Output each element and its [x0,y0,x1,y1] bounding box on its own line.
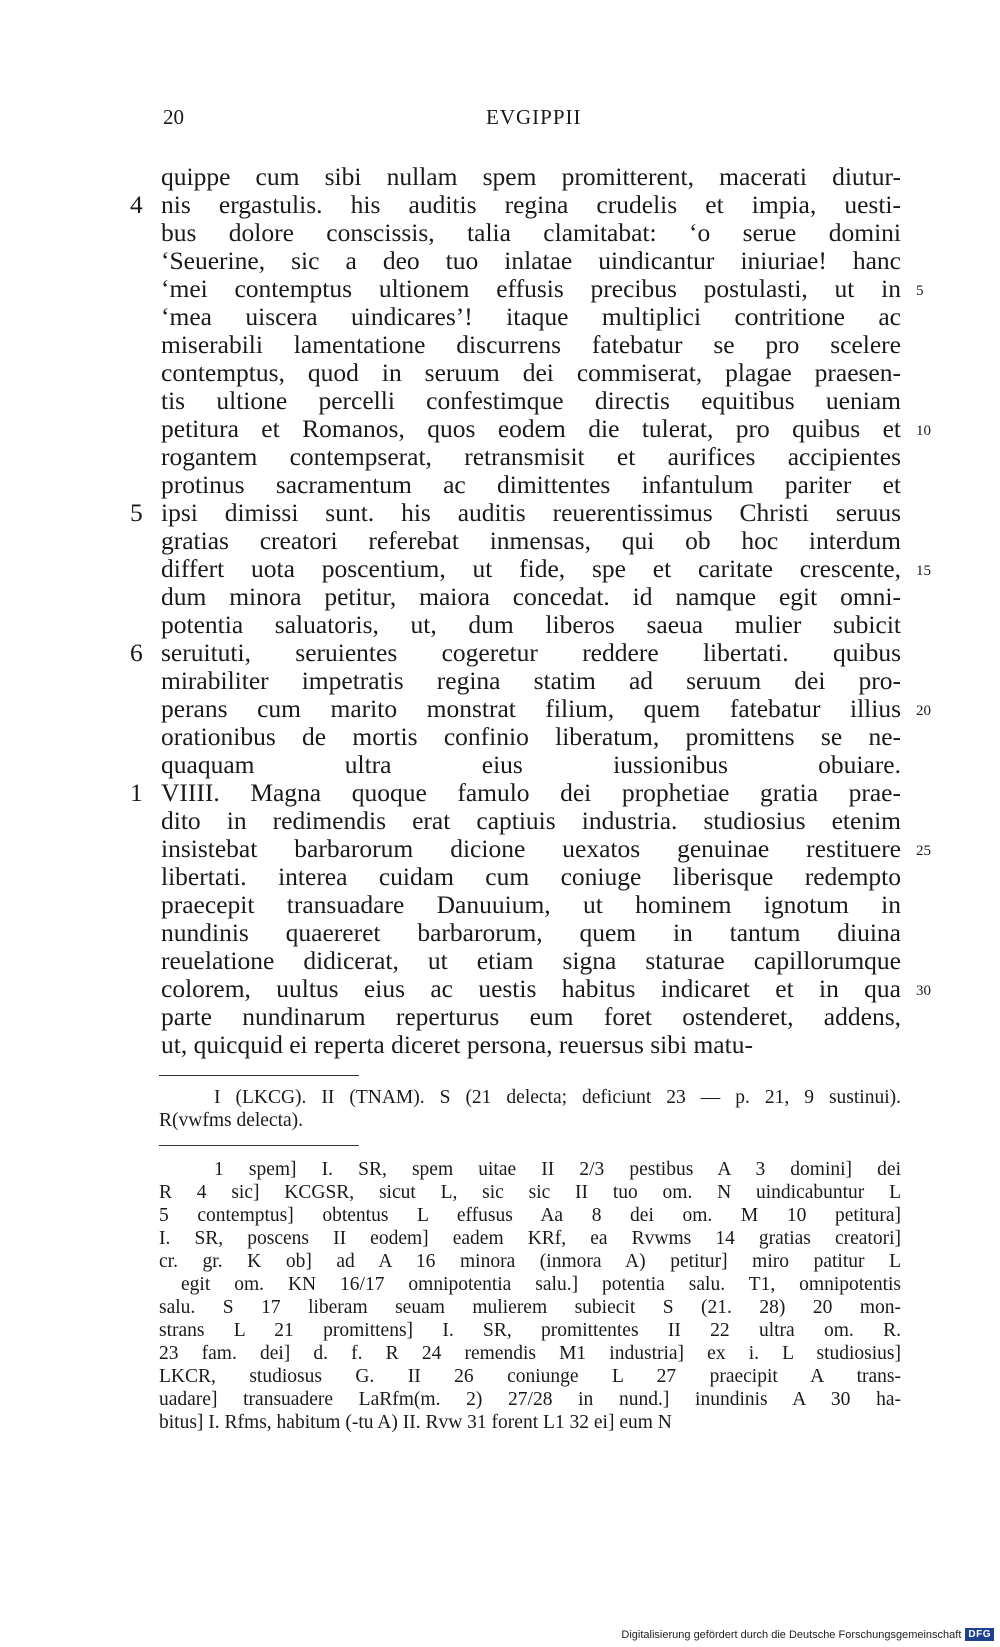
line-text: colorem, uultus eius ac uestis habitus indicaret et in qua [161,974,901,1003]
line-text: ‘mei contemptus ultionem effusis precibus postulasti, ut in [161,274,901,303]
text-line [161,583,901,611]
footnote-rule-top [159,1075,359,1076]
line-text: reuelatione didicerat, ut etiam signa staturae capillorumque [161,946,901,975]
critical-apparatus [159,1158,901,1434]
manuscript-sigla-note [159,1086,901,1132]
apparatus-line: I. SR, poscens II eodem] eadem KRf, ea Rvwms 14 gratias creatori] [159,1228,901,1249]
line-number: 20 [916,703,931,719]
line-text: dito in redimendis erat captiuis industria. studiosius etenim [161,806,901,835]
text-line [130,638,901,667]
line-text: perans cum marito monstrat filium, quem fatebatur illius [161,694,901,723]
footer-credit: Digitalisierung gefördert durch die Deutsche Forschungsgemeinschaft [621,1628,962,1641]
text-line [161,303,901,331]
line-text: praecepit transuadare Danuuium, ut hominem ignotum in [161,890,901,919]
line-text: quippe cum sibi nullam spem promitterent, macerati diutur- [161,162,901,191]
text-line [161,1003,901,1031]
apparatus-line: salu. S 17 liberam seuam mulierem subiecit S (21. 28) 20 mon- [159,1297,901,1318]
text-line [161,667,901,695]
apparatus-line: LKCR, studiosus G. II 26 coniunge L 27 praecipit A trans- [159,1366,901,1387]
dfg-logo: DFG [965,1628,994,1641]
text-line [161,471,901,499]
line-number: 15 [916,563,931,579]
manuscript-line: I (LKCG). II (TNAM). S (21 delecta; deficiunt 23 — p. 21, 9 sustinui). [214,1087,901,1108]
line-text: bus dolore conscissis, talia clamitabat: ‘o serue domini [161,218,901,247]
section-number: 5 [130,498,143,527]
line-text: ut, quicquid ei reperta diceret persona, reuersus sibi matu- [161,1030,753,1059]
line-text: quaquam ultra eius iussionibus obuiare. [161,750,901,779]
line-text: petitura et Romanos, quos eodem die tulerat, pro quibus et [161,414,901,443]
text-line [130,190,901,219]
line-number: 25 [916,843,931,859]
line-text: insistebat barbarorum dicione uexatos genuinae restituere [161,834,901,863]
section-number: 6 [130,638,143,667]
text-line [161,359,901,387]
line-text: gratias creatori referebat inmensas, qui ob hoc interdum [161,526,901,555]
text-line [161,611,901,639]
text-line [161,554,931,583]
text-line [161,974,931,1003]
line-text: nis ergastulis. his auditis regina crudelis et impia, uesti- [161,190,901,219]
line-text: nundinis quaereret barbarorum, quem in tantum diuina [161,918,901,947]
line-text: mirabiliter impetratis regina statim ad seruum dei pro- [161,666,901,695]
text-line [130,498,901,527]
section-number: 4 [130,190,143,219]
text-line [161,331,901,359]
text-line [161,443,901,471]
text-line [161,274,924,303]
text-line [161,863,901,891]
line-text: libertati. interea cuidam cum coniuge liberisque redempto [161,862,901,891]
text-line [161,1031,901,1059]
line-text: VIIII. Magna quoque famulo dei prophetiae gratia prae- [161,778,901,807]
line-text: miserabili lamentatione discurrens fatebatur se pro scelere [161,330,901,359]
line-number: 30 [916,983,931,999]
line-text: dum minora petitur, maiora concedat. id namque egit omni- [161,582,901,611]
line-text: seruituti, seruientes cogeretur reddere libertati. quibus [161,638,901,667]
apparatus-line: 5 contemptus] obtentus L effusus Aa 8 dei om. M 10 petitura] [159,1205,901,1226]
main-text [130,162,931,1059]
line-text: ‘Seuerine, sic a deo tuo inlatae uindicantur iniuriae! hanc [161,246,901,275]
apparatus-line: R 4 sic] KCGSR, sicut L, sic sic II tuo om. N uindicabuntur L [159,1182,901,1203]
text-line [161,527,901,555]
page-number: 20 [163,105,184,129]
line-text: rogantem contempserat, retransmisit et aurifices accipientes [161,442,901,471]
apparatus-line: egit om. KN 16/17 omnipotentia salu.] potentia salu. T1, omnipotentis [181,1274,901,1295]
text-line [161,163,901,191]
digitization-footer [621,1628,994,1641]
line-number: 5 [916,283,924,299]
apparatus-line: 23 fam. dei] d. f. R 24 remendis M1 industria] ex i. L studiosius] [159,1343,901,1364]
manuscript-line: R(vwfms delecta). [159,1110,304,1131]
line-number: 10 [916,423,931,439]
running-head: EVGIPPII [486,105,582,129]
line-text: differt uota poscentium, ut fide, spe et caritate crescente, [161,554,901,583]
apparatus-line: 1 spem] I. SR, spem uitae II 2/3 pestibus A 3 domini] dei [214,1159,901,1180]
line-text: tis ultione percelli confestimque directis equitibus ueniam [161,386,901,415]
text-line [161,219,901,247]
text-line [161,694,931,723]
line-text: parte nundinarum reperturus eum foret ostenderet, addens, [161,1002,901,1031]
text-line [161,834,931,863]
text-line [161,414,931,443]
text-line [161,807,901,835]
text-line [161,247,901,275]
text-line [161,891,901,919]
text-line [161,947,901,975]
text-line [161,919,901,947]
footnote-rule-bottom [159,1145,359,1146]
line-text: ipsi dimissi sunt. his auditis reuerentissimus Christi seruus [161,498,901,527]
apparatus-line: strans L 21 promittens] I. SR, promittentes II 22 ultra om. R. [159,1320,901,1341]
apparatus-line: cr. gr. K ob] ad A 16 minora (inmora A) petitur] miro patitur L [159,1251,901,1272]
section-number: 1 [130,778,143,807]
line-text: contemptus, quod in seruum dei commiserat, plagae praesen- [161,358,901,387]
text-line [161,751,901,779]
line-text: potentia saluatoris, ut, dum liberos saeua mulier subicit [161,610,901,639]
apparatus-line: uadare] transuadere LaRfm(m. 2) 27/28 in nund.] inundinis A 30 ha- [159,1389,901,1410]
text-line [161,723,901,751]
apparatus-line: bitus] I. Rfms, habitum (-tu A) II. Rvw 31 forent L1 32 ei] eum N [159,1412,672,1433]
line-text: ‘mea uiscera uindicares’! itaque multiplici contritione ac [161,302,901,331]
line-text: protinus sacramentum ac dimittentes infantulum pariter et [161,470,901,499]
text-line [161,387,901,415]
line-text: orationibus de mortis confinio liberatum, promittens se ne- [161,722,901,751]
text-line [130,778,901,807]
